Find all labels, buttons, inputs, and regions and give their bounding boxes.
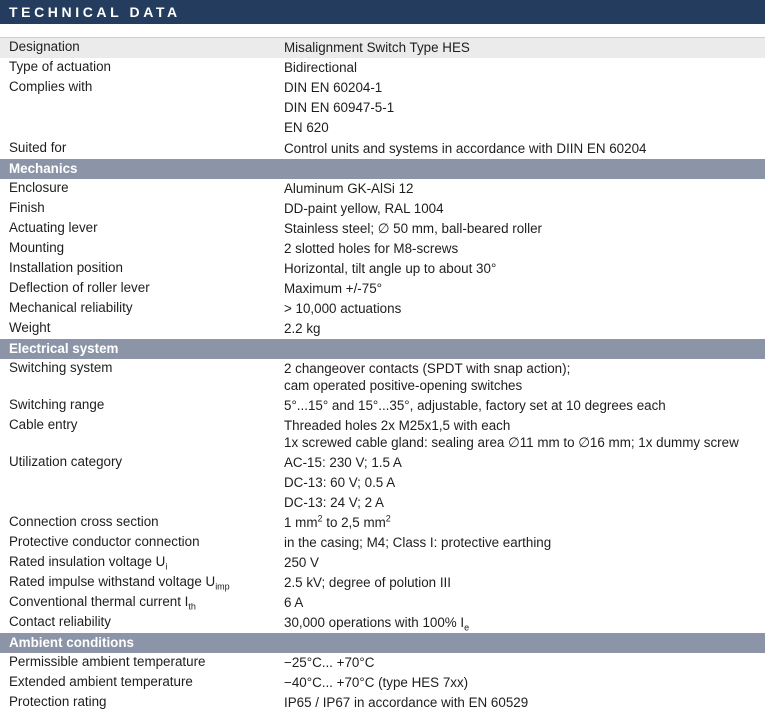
table-row bbox=[0, 533, 765, 553]
table-row bbox=[0, 319, 765, 339]
row-value: in the casing; M4; Class I: protective earthing bbox=[284, 535, 552, 550]
row-value: AC-15: 230 V; 1.5 A DC-13: 60 V; 0.5 A DC-13: 24 V; 2 A bbox=[284, 455, 402, 510]
section-header bbox=[0, 633, 765, 653]
row-label: Protection rating bbox=[9, 694, 107, 709]
section-title: Ambient conditions bbox=[9, 635, 134, 650]
section-header bbox=[0, 339, 765, 359]
table-row bbox=[0, 78, 765, 139]
row-value: −25°C... +70°C bbox=[284, 655, 375, 670]
row-value: Stainless steel; ∅ 50 mm, ball-beared roller bbox=[284, 221, 543, 236]
row-value: 2 slotted holes for M8-screws bbox=[284, 241, 459, 256]
row-value: 2 changeover contacts (SPDT with snap action); cam operated positive-opening switches bbox=[284, 361, 571, 393]
row-value: IP65 / IP67 in accordance with EN 60529 bbox=[284, 695, 529, 710]
row-label: Contact reliability bbox=[9, 614, 111, 629]
table-row bbox=[0, 299, 765, 319]
table-row bbox=[0, 613, 765, 633]
table-row bbox=[0, 673, 765, 693]
row-value: Maximum +/-75° bbox=[284, 281, 382, 296]
row-value: Aluminum GK-AlSi 12 bbox=[284, 181, 414, 196]
row-label: Switching system bbox=[9, 360, 113, 375]
row-value: −40°C... +70°C (type HES 7xx) bbox=[284, 675, 469, 690]
row-label: Deflection of roller lever bbox=[9, 280, 150, 295]
section-header bbox=[0, 159, 765, 179]
row-value: Threaded holes 2x M25x1,5 with each 1x screwed cable gland: sealing area ∅11 mm to ∅16 mm; 1x dummy screw bbox=[284, 418, 739, 450]
table-row bbox=[0, 653, 765, 673]
row-label: Permissible ambient temperature bbox=[9, 654, 206, 669]
row-value: DD-paint yellow, RAL 1004 bbox=[284, 201, 444, 216]
row-value: Horizontal, tilt angle up to about 30° bbox=[284, 261, 497, 276]
section-title: Mechanics bbox=[9, 161, 78, 176]
row-label: Extended ambient temperature bbox=[9, 674, 193, 689]
row-value: 6 A bbox=[284, 595, 304, 610]
row-value: 250 V bbox=[284, 555, 319, 570]
row-value: 2.2 kg bbox=[284, 321, 321, 336]
page-title: TECHNICAL DATA bbox=[9, 4, 181, 20]
table-row bbox=[0, 279, 765, 299]
row-label: Suited for bbox=[9, 140, 67, 155]
row-label: Switching range bbox=[9, 397, 105, 412]
row-value: DIN EN 60204-1 DIN EN 60947-5-1 EN 620 bbox=[284, 80, 395, 135]
table-row bbox=[0, 396, 765, 416]
table-row bbox=[0, 259, 765, 279]
table-row bbox=[0, 359, 765, 396]
table-row bbox=[0, 513, 765, 533]
row-label: Rated impulse withstand voltage $U_{imp}$ bbox=[9, 574, 230, 592]
technical-data-table bbox=[0, 37, 765, 713]
title-bar bbox=[0, 0, 765, 24]
row-label: Finish bbox=[9, 200, 45, 215]
row-label: Designation bbox=[9, 39, 80, 54]
table-row bbox=[0, 199, 765, 219]
table-row bbox=[0, 593, 765, 613]
row-label: Installation position bbox=[9, 260, 123, 275]
table-row bbox=[0, 219, 765, 239]
row-label: Conventional thermal current $I_{th}$ bbox=[9, 594, 196, 612]
row-label: Complies with bbox=[9, 79, 93, 94]
row-label: Weight bbox=[9, 320, 51, 335]
table-row bbox=[0, 239, 765, 259]
row-label: Mounting bbox=[9, 240, 65, 255]
table-row bbox=[0, 453, 765, 513]
row-label: Mechanical reliability bbox=[9, 300, 133, 315]
table-row bbox=[0, 37, 765, 58]
row-value: 2.5 kV; degree of polution III bbox=[284, 575, 451, 590]
row-label: Protective conductor connection bbox=[9, 534, 200, 549]
table-row bbox=[0, 553, 765, 573]
table-row bbox=[0, 139, 765, 159]
row-label: Enclosure bbox=[9, 180, 69, 195]
row-value: 30,000 operations with 100% $I_e$ bbox=[284, 615, 470, 633]
row-label: Rated insulation voltage $U_i$ bbox=[9, 554, 168, 572]
row-value: 5°...15° and 15°...35°, adjustable, factory set at 10 degrees each bbox=[284, 398, 666, 413]
row-label: Type of actuation bbox=[9, 59, 111, 74]
row-label: Utilization category bbox=[9, 454, 123, 469]
table-row bbox=[0, 693, 765, 713]
row-label: Actuating lever bbox=[9, 220, 98, 235]
table-row bbox=[0, 179, 765, 199]
row-value: Bidirectional bbox=[284, 60, 357, 75]
row-value: Misalignment Switch Type HES bbox=[284, 40, 470, 55]
row-value: Control units and systems in accordance with DIIN EN 60204 bbox=[284, 141, 647, 156]
row-value: 1 $mm^2$ to 2,5 $mm^2$ bbox=[284, 513, 391, 530]
table-row bbox=[0, 58, 765, 78]
row-value: > 10,000 actuations bbox=[284, 301, 402, 316]
table-row bbox=[0, 416, 765, 453]
section-title: Electrical system bbox=[9, 341, 119, 356]
row-label: Cable entry bbox=[9, 417, 78, 432]
table-row bbox=[0, 573, 765, 593]
row-label: Connection cross section bbox=[9, 514, 159, 529]
